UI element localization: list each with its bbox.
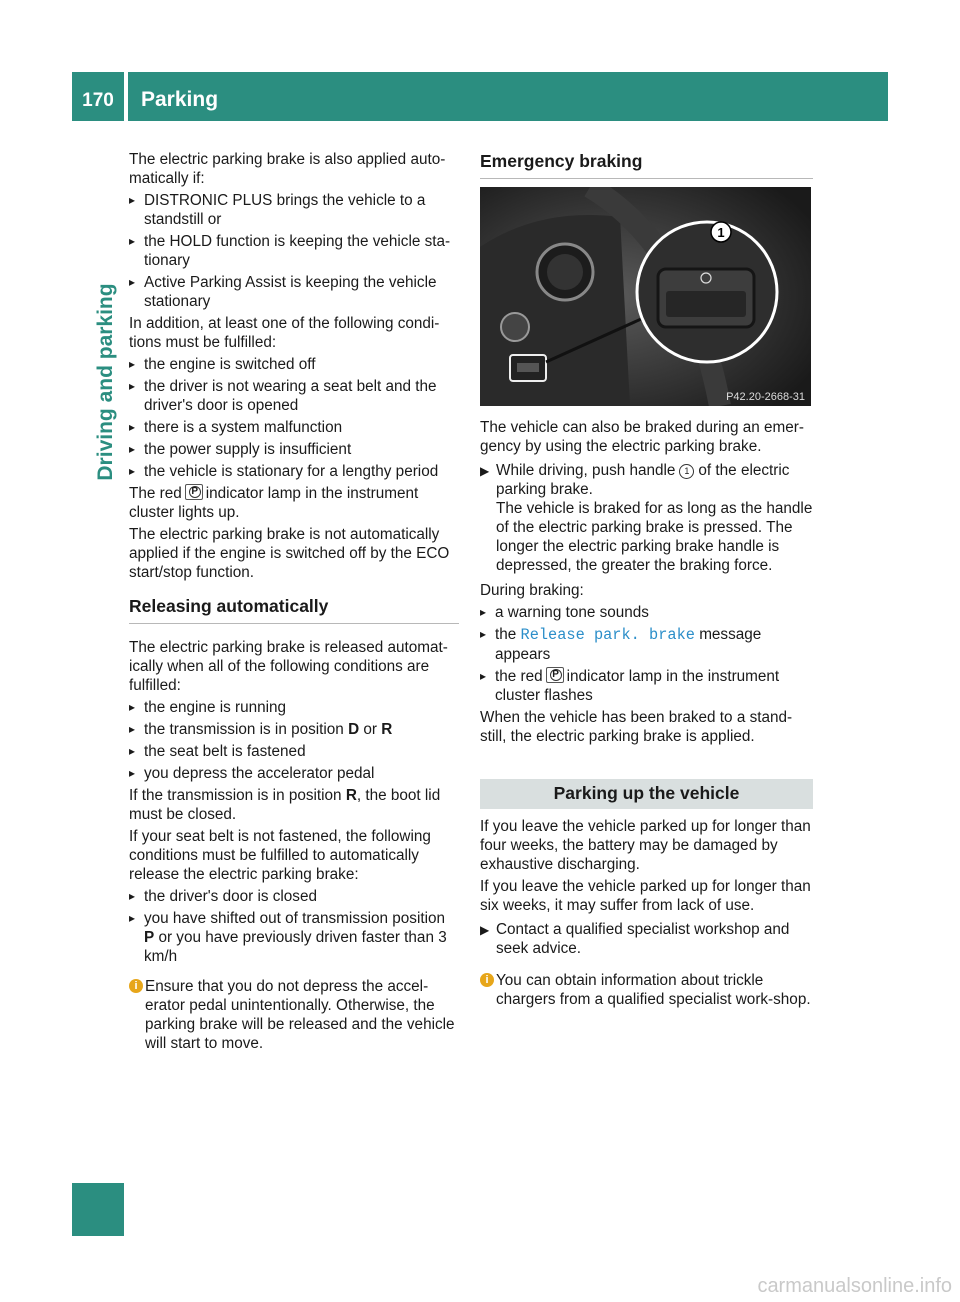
lamp-text: The redP indicator lamp in the instrument cluster lights up. bbox=[129, 484, 459, 522]
arrow-icon: ▶︎ bbox=[480, 923, 490, 937]
display-message: Release park. brake bbox=[520, 626, 695, 644]
info-icon: i bbox=[480, 973, 494, 987]
bullet-icon: ▸ bbox=[480, 605, 487, 619]
list-item: ▸ the Release park. brake message appears bbox=[480, 626, 762, 663]
bullet-icon: ▸ bbox=[129, 722, 136, 736]
left-column bbox=[129, 150, 459, 1053]
bullet-icon: ▸ bbox=[129, 234, 136, 248]
list-item: ▸ the HOLD function is keeping the vehicle sta-tionary bbox=[129, 233, 451, 269]
instruction-step: ▶︎ Contact a qualified specialist workshop and seek advice. bbox=[480, 921, 790, 957]
section-header-bar bbox=[128, 72, 888, 121]
list-item: ▸ Active Parking Assist is keeping the vehicle stationary bbox=[129, 274, 437, 310]
bullet-icon: ▸ bbox=[129, 744, 136, 758]
bullet-icon: ▸ bbox=[129, 766, 136, 780]
during-text: During braking: bbox=[480, 582, 584, 599]
photo-callout-number: 1 bbox=[717, 225, 725, 240]
bullet-icon: ▸ bbox=[480, 669, 487, 683]
bullet-icon: ▸ bbox=[129, 357, 136, 371]
page-number: 170 bbox=[82, 90, 114, 111]
parking-heading: Parking up the vehicle bbox=[553, 783, 740, 803]
parking-brake-lamp-icon bbox=[546, 667, 564, 683]
bullet-icon: ▸ bbox=[129, 379, 136, 393]
bullet-icon: ▸ bbox=[129, 911, 136, 925]
heading-rule bbox=[129, 623, 459, 624]
heading-rule bbox=[480, 178, 813, 179]
list-item: ▸ the vehicle is stationary for a lengthy period bbox=[129, 463, 439, 480]
arrow-icon: ▶︎ bbox=[480, 464, 490, 478]
chapter-label: Driving and parking bbox=[94, 283, 117, 481]
intro-text: The electric parking brake is also applied auto-matically if: bbox=[129, 151, 446, 187]
bullet-icon: ▸ bbox=[129, 420, 136, 434]
bullet-icon: ▸ bbox=[480, 627, 487, 641]
list-item: ▸ the engine is running bbox=[129, 699, 287, 716]
parking-section-box bbox=[480, 779, 813, 809]
list-item: ▸ you depress the accelerator pedal bbox=[129, 765, 375, 782]
photo-code: P42.20-2668-31 bbox=[726, 391, 805, 403]
list-item: ▸ the seat belt is fastened bbox=[129, 743, 306, 760]
eco-text: The electric parking brake is not automatically applied if the engine is switched off by the ECO start/stop function. bbox=[129, 526, 450, 581]
list-item: ▸ you have shifted out of transmission position P or you have previously driven faster than 3 km/h bbox=[129, 910, 447, 965]
list-item: ▸ the engine is switched off bbox=[129, 356, 316, 373]
list-item: ▸ the power supply is insufficient bbox=[129, 441, 352, 458]
list-item: ▸ DISTRONIC PLUS brings the vehicle to a standstill or bbox=[129, 192, 426, 228]
emergency-heading: Emergency braking bbox=[480, 151, 643, 171]
info-note: i You can obtain information about trickle chargers from a qualified specialist work-shop. bbox=[480, 971, 813, 1009]
addition-text: In addition, at least one of the following condi-tions must be fulfilled: bbox=[129, 315, 440, 351]
parking-brake-photo bbox=[480, 187, 811, 406]
callout-1-icon: 1 bbox=[679, 464, 694, 479]
bullet-icon: ▸ bbox=[129, 193, 136, 207]
list-item: ▸ a warning tone sounds bbox=[480, 604, 649, 621]
right-column bbox=[480, 152, 813, 1009]
seatbelt-text: If your seat belt is not fastened, the following conditions must be fulfilled to automatically release the electric parking brake: bbox=[129, 828, 431, 883]
instruction-step: ▶︎ While driving, push handle 1 of the electric parking brake. The vehicle is braked for as long as the handle of the electric parking brake is pressed. The longer the electric parking brake handle is depressed, the greater the braking force. bbox=[480, 462, 813, 574]
emergency-intro: The vehicle can also be braked during an emer-gency by using the electric parking brake. bbox=[480, 419, 804, 455]
bullet-icon: ▸ bbox=[129, 464, 136, 478]
chapter-tab bbox=[86, 280, 116, 480]
chapter-marker bbox=[72, 1183, 124, 1236]
section-title: Parking bbox=[141, 88, 219, 111]
list-item: ▸ the redP indicator lamp in the instrument cluster flashes bbox=[480, 667, 813, 705]
bullet-icon: ▸ bbox=[129, 889, 136, 903]
boot-text: If the transmission is in position R, the boot lid must be closed. bbox=[129, 787, 441, 823]
list-item: ▸ the transmission is in position D or R bbox=[129, 721, 393, 738]
release-intro: The electric parking brake is released automat-ically when all of the following conditions are fulfilled: bbox=[129, 639, 448, 694]
parking-brake-lamp-icon bbox=[185, 484, 203, 500]
watermark: carmanualsonline.info bbox=[757, 1275, 952, 1297]
releasing-heading: Releasing automatically bbox=[129, 596, 329, 616]
parking-text-2: If you leave the vehicle parked up for longer than six weeks, it may suffer from lack of use. bbox=[480, 878, 811, 914]
parking-text-1: If you leave the vehicle parked up for longer than four weeks, the battery may be damaged by exhaustive discharging. bbox=[480, 818, 811, 873]
info-icon: i bbox=[129, 979, 143, 993]
bullet-icon: ▸ bbox=[129, 442, 136, 456]
bullet-icon: ▸ bbox=[129, 275, 136, 289]
list-item: ▸ the driver is not wearing a seat belt and the driver's door is opened bbox=[129, 378, 437, 414]
bullet-icon: ▸ bbox=[129, 700, 136, 714]
standstill-text: When the vehicle has been braked to a stand-still, the electric parking brake is applied. bbox=[480, 709, 793, 745]
list-item: ▸ there is a system malfunction bbox=[129, 419, 343, 436]
info-note: i Ensure that you do not depress the accel-erator pedal unintentionally. Otherwise, the parking brake will be released and the vehicle will start to move. bbox=[129, 977, 459, 1053]
list-item: ▸ the driver's door is closed bbox=[129, 888, 317, 905]
